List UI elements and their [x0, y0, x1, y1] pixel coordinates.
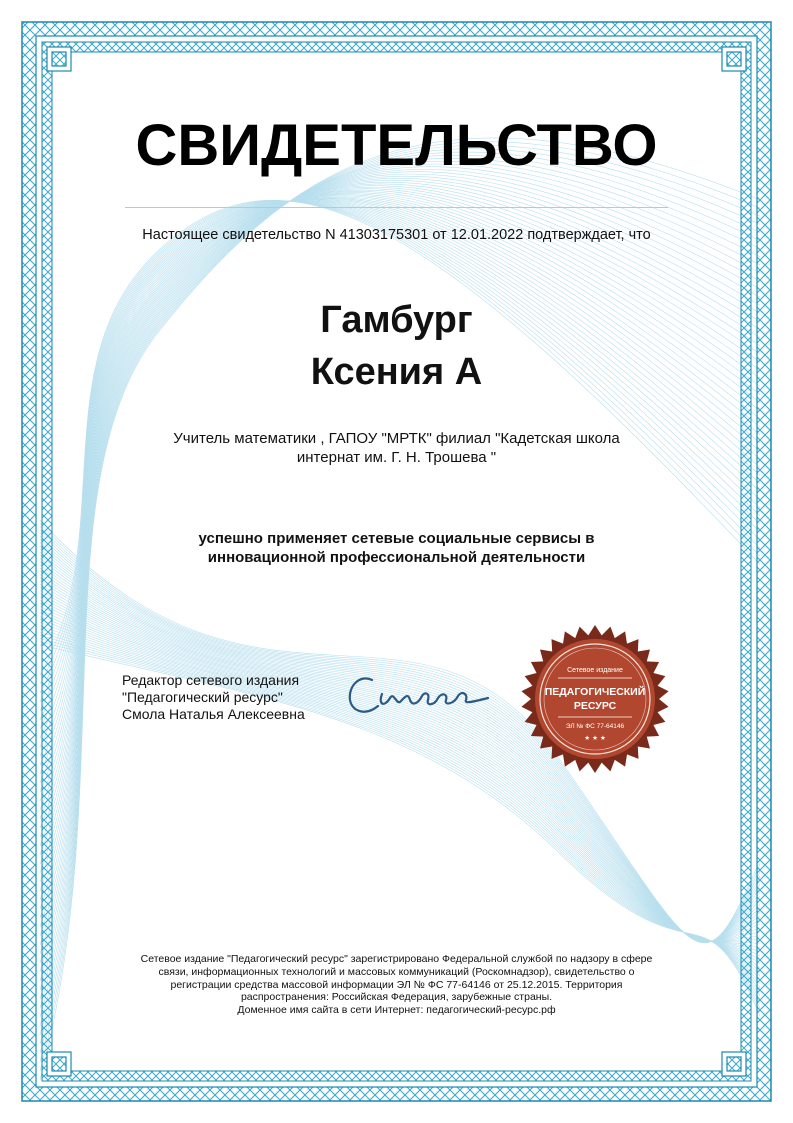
editor-block: [122, 672, 342, 723]
seal-line2: РЕСУРС: [573, 700, 617, 712]
title-divider: [125, 207, 668, 208]
recipient-position: Учитель математики , ГАПОУ "МРТК" филиал "Кадетская школа интернат им. Г. Н. Трошева ": [173, 430, 620, 466]
editor-publication: "Педагогический ресурс": [122, 689, 283, 705]
footer-legal: [115, 953, 678, 1017]
certificate-title: СВИДЕТЕЛЬСТВО: [135, 113, 658, 178]
seal-stars: ★ ★ ★: [584, 734, 606, 742]
editor-title: Редактор сетевого издания: [122, 672, 300, 688]
editor-signature: [338, 664, 498, 734]
footer-line-4: распространения: Российская Федерация, зарубежные страны.: [240, 991, 553, 1004]
recipient-surname: Гамбург: [320, 299, 473, 341]
seal-line1: ПЕДАГОГИЧЕСКИЙ: [544, 686, 646, 698]
seal-top-text: Сетевое издание: [567, 667, 623, 674]
footer-line-2: связи, информационных технологий и массовых коммуникаций (Роскомнадзор), свидетельство о: [158, 965, 635, 978]
publication-seal: [520, 624, 670, 774]
recipient-name: [0, 294, 793, 398]
editor-name: Смола Наталья Алексеевна: [122, 706, 305, 722]
achievement-text: успешно применяет сетевые социальные сервисы в инновационной профессиональной деятельности: [198, 530, 595, 566]
footer-line-1: Сетевое издание "Педагогический ресурс" зарегистрировано Федеральной службой по надзору в сфере: [140, 953, 653, 965]
footer-line-5: Доменное имя сайта в сети Интернет: педагогический-ресурс.рф: [237, 1004, 556, 1017]
certificate-intro: Настоящее свидетельство N 41303175301 от 12.01.2022 подтверждает, что: [142, 227, 651, 243]
footer-line-3: регистрации средства массовой информации ЭЛ № ФС 77-64146 от 25.12.2015. Территория: [170, 978, 623, 991]
seal-registration: ЭЛ № ФС 77-64146: [565, 723, 625, 730]
recipient-given-name: Ксения А: [310, 351, 483, 393]
